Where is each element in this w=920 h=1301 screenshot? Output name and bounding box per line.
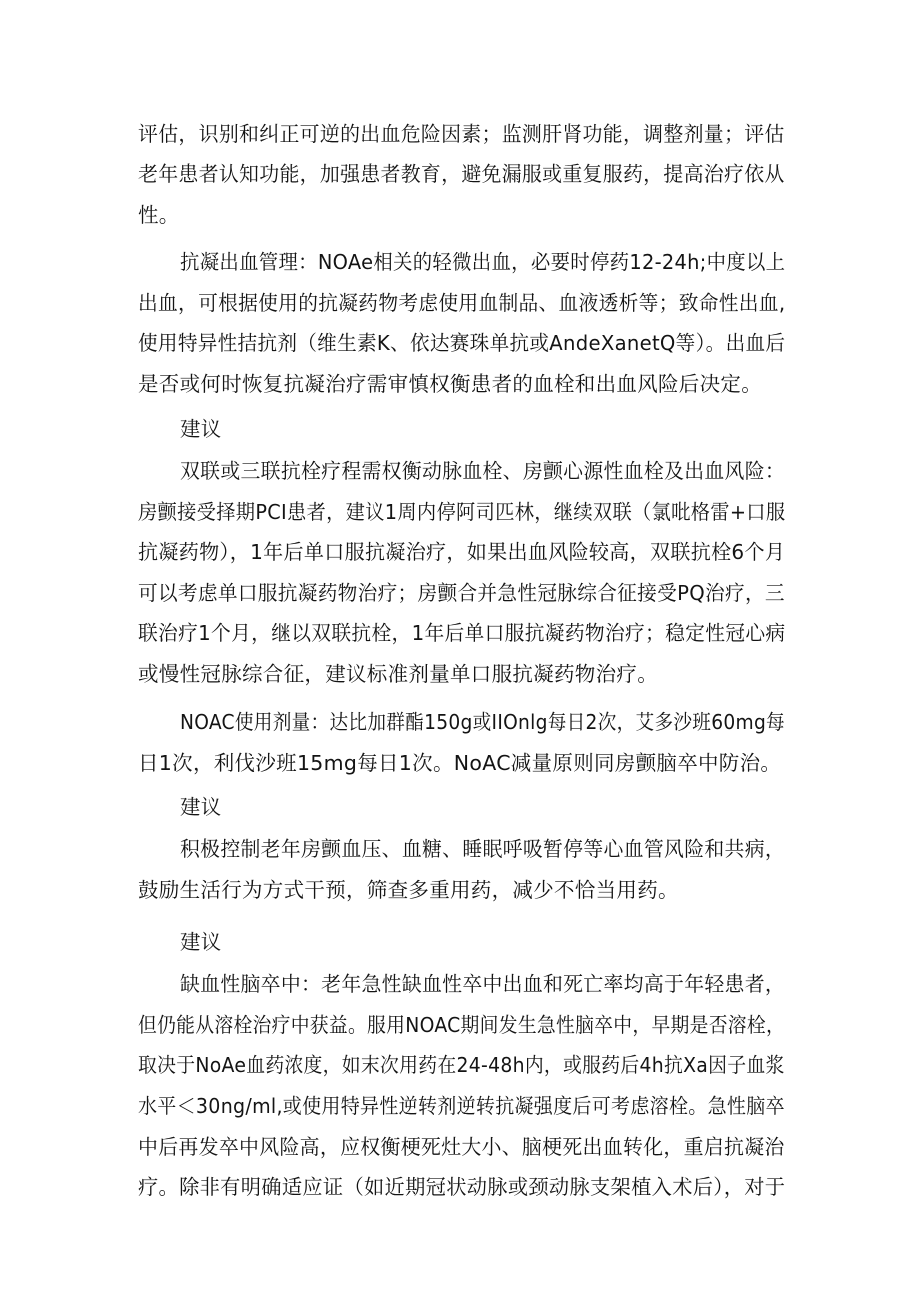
text-line: 房颤接受择期PCI患者，建议1周内停阿司匹林，继续双联（氯吡格雷+口服 bbox=[138, 500, 786, 524]
text-line: 性。 bbox=[138, 203, 180, 227]
text-line: 是否或何时恢复抗凝治疗需审慎权衡患者的血栓和出血风险后决定。 bbox=[138, 372, 762, 396]
text-line: 评估，识别和纠正可逆的出血危险因素；监测肝肾功能，调整剂量；评估 bbox=[138, 122, 785, 146]
text-line: 鼓励生活行为方式干预，筛查多重用药，减少不恰当用药。 bbox=[138, 878, 679, 902]
text-line: 取决于NoAe血药浓度，如末次用药在24-48h内，或服药后4h抗Xa因子血浆 bbox=[138, 1053, 785, 1077]
section-heading: 建议 bbox=[180, 795, 222, 819]
text-line: 水平＜30ng∕ml,或使用特异性逆转剂逆转抗凝强度后可考虑溶栓。急性脑卒 bbox=[138, 1094, 785, 1118]
text-line: 但仍能从溶栓治疗中获益。服用NOAC期间发生急性脑卒中，早期是否溶栓， bbox=[138, 1013, 786, 1037]
text-line: 中后再发卒中风险高，应权衡梗死灶大小、脑梗死出血转化，重启抗凝治 bbox=[138, 1135, 785, 1159]
text-line: 出血，可根据使用的抗凝药物考虑使用血制品、血液透析等；致命性出血, bbox=[138, 291, 786, 315]
text-line: 疗。除非有明确适应证（如近期冠状动脉或颈动脉支架植入术后），对于 bbox=[138, 1175, 786, 1199]
text-line: 缺血性脑卒中：老年急性缺血性卒中出血和死亡率均高于年轻患者， bbox=[180, 972, 786, 996]
text-line: 抗凝出血管理：NOAe相关的轻微出血，必要时停药12-24h;中度以上 bbox=[180, 250, 786, 274]
text-line: 积极控制老年房颤血压、血糖、睡眠呼吸暂停等心血管风险和共病， bbox=[180, 837, 786, 861]
text-line: NOAC使用剂量：达比加群酯150g或IIOnlg每日2次，艾多沙班60mg每 bbox=[180, 710, 785, 734]
text-line: 或慢性冠脉综合征，建议标准剂量单口服抗凝药物治疗。 bbox=[138, 662, 658, 686]
section-heading: 建议 bbox=[180, 930, 222, 954]
section-heading: 建议 bbox=[180, 417, 222, 441]
text-line: 使用特异性拮抗剂（维生素K、依达赛珠单抗或AndeXanetQ等）。出血后 bbox=[138, 331, 786, 355]
text-line: 日1次，利伐沙班15mg每日1次。NoAC减量原则同房颤脑卒中防治。 bbox=[138, 751, 782, 775]
text-line: 可以考虑单口服抗凝药物治疗；房颤合并急性冠脉综合征接受PQ治疗，三 bbox=[138, 581, 785, 605]
text-line: 双联或三联抗栓疗程需权衡动脉血栓、房颤心源性血栓及出血风险： bbox=[180, 459, 786, 483]
text-line: 抗凝药物），1年后单口服抗凝治疗，如果出血风险较高，双联抗栓6个月 bbox=[138, 540, 786, 564]
text-line: 老年患者认知功能，加强患者教育，避免漏服或重复服药，提高治疗依从 bbox=[138, 162, 785, 186]
text-line: 联治疗1个月，继以双联抗栓，1年后单口服抗凝药物治疗；稳定性冠心病 bbox=[138, 621, 786, 645]
